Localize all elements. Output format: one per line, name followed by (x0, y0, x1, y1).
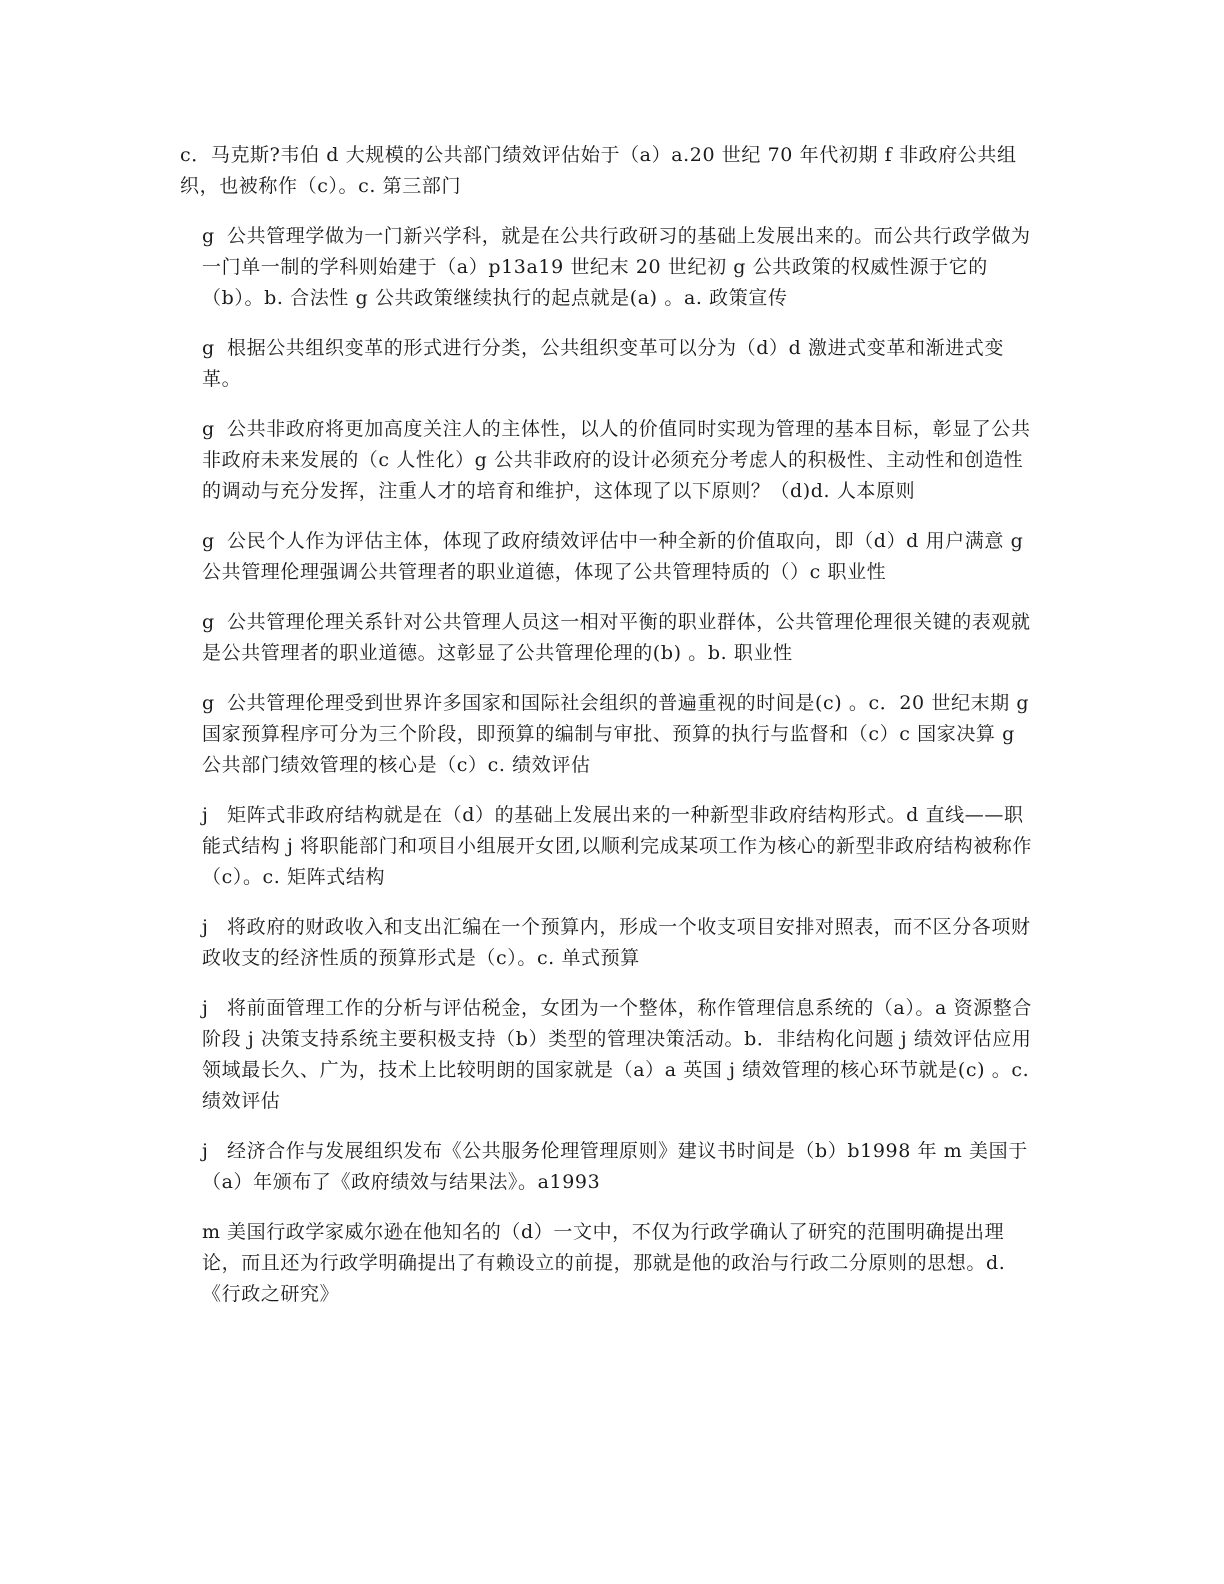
paragraph-text: 公共管理伦理关系针对公共管理人员这一相对平衡的职业群体，公共管理伦理很关键的表观就是公共管理者的职业道德。这彰显了公共管理伦理的(b) 。b. 职业性 (202, 611, 1031, 664)
paragraph-text: 公共管理伦理受到世界许多国家和国际社会组织的普遍重视的时间是(c) 。c．20 世纪末期 g 国家预算程序可分为三个阶段，即预算的编制与审批、预算的执行与监督和（c）c 国家决算 g 公共部门绩效管理的核心是（c）c. 绩效评估 (202, 692, 1030, 776)
paragraph-lead-letter: g (202, 692, 215, 714)
paragraph-6 (180, 607, 1040, 669)
paragraph-text: 将前面管理工作的分析与评估税金，女团为一个整体，称作管理信息系统的（a）。a 资源整合阶段 j 决策支持系统主要积极支持（b）类型的管理决策活动。b．非结构化问题 j 绩效评估应用领域最长久、广为，技术上比较明朗的国家就是（a）a 英国 j 绩效管理的核心环节就是(c) 。c. 绩效评估 (202, 997, 1032, 1112)
paragraph-8 (180, 800, 1040, 893)
paragraph-text: 公共管理学做为一门新兴学科，就是在公共行政研习的基础上发展出来的。而公共行政学做为一门单一制的学科则始建于（a）p13a19 世纪末 20 世纪初 g 公共政策的权威性源于它的（b）。b. 合法性 g 公共政策继续执行的起点就是(a) 。a. 政策宣传 (202, 225, 1031, 309)
paragraph-text: 将政府的财政收入和支出汇编在一个预算内，形成一个收支项目安排对照表，而不区分各项财政收支的经济性质的预算形式是（c）。c. 单式预算 (202, 916, 1031, 969)
paragraph-lead-letter: m (202, 1221, 221, 1243)
paragraph-text: c．马克斯?韦伯 d 大规模的公共部门绩效评估始于（a）a.20 世纪 70 年代初期 f 非政府公共组织，也被称作（c）。c. 第三部门 (180, 144, 1017, 197)
paragraph-2 (180, 221, 1040, 314)
paragraph-3 (180, 333, 1040, 395)
paragraph-5 (180, 526, 1040, 588)
paragraph-1 (180, 140, 1040, 202)
document-body (180, 140, 1040, 1329)
paragraph-10 (180, 993, 1040, 1117)
paragraph-7 (180, 688, 1040, 781)
paragraph-text: 根据公共组织变革的形式进行分类，公共组织变革可以分为（d）d 激进式变革和渐进式变革。 (202, 337, 1004, 390)
paragraph-text: 矩阵式非政府结构就是在（d）的基础上发展出来的一种新型非政府结构形式。d 直线——职能式结构 j 将职能部门和项目小组展开女团,以顺利完成某项工作为核心的新型非政府结构被称作（c）。c. 矩阵式结构 (202, 804, 1033, 888)
paragraph-lead-letter: g (202, 418, 215, 440)
paragraph-lead-letter: g (202, 611, 215, 633)
paragraph-12 (180, 1217, 1040, 1310)
paragraph-lead-letter: j (202, 1140, 209, 1162)
paragraph-lead-letter: j (202, 997, 209, 1019)
paragraph-lead-letter: j (202, 916, 209, 938)
paragraph-lead-letter: g (202, 530, 215, 552)
paragraph-text: 公民个人作为评估主体，体现了政府绩效评估中一种全新的价值取向，即（d）d 用户满意 g 公共管理伦理强调公共管理者的职业道德，体现了公共管理特质的（）c 职业性 (202, 530, 1024, 583)
paragraph-lead-letter: g (202, 225, 215, 247)
paragraph-9 (180, 912, 1040, 974)
paragraph-lead-letter: j (202, 804, 209, 826)
paragraph-text: 美国行政学家威尔逊在他知名的（d）一文中，不仅为行政学确认了研究的范围明确提出理论，而且还为行政学明确提出了有赖设立的前提，那就是他的政治与行政二分原则的思想。d. 《行政之研究》 (202, 1221, 1006, 1305)
paragraph-text: 公共非政府将更加高度关注人的主体性，以人的价值同时实现为管理的基本目标，彰显了公共非政府未来发展的（c 人性化）g 公共非政府的设计必须充分考虑人的积极性、主动性和创造性的调动与充分发挥，注重人才的培育和维护，这体现了以下原则？（d)d. 人本原则 (202, 418, 1031, 502)
paragraph-11 (180, 1136, 1040, 1198)
paragraph-4 (180, 414, 1040, 507)
paragraph-text: 经济合作与发展组织发布《公共服务伦理管理原则》建议书时间是（b）b1998 年 m 美国于（a）年颁布了《政府绩效与结果法》。a1993 (202, 1140, 1028, 1193)
paragraph-lead-letter: g (202, 337, 215, 359)
